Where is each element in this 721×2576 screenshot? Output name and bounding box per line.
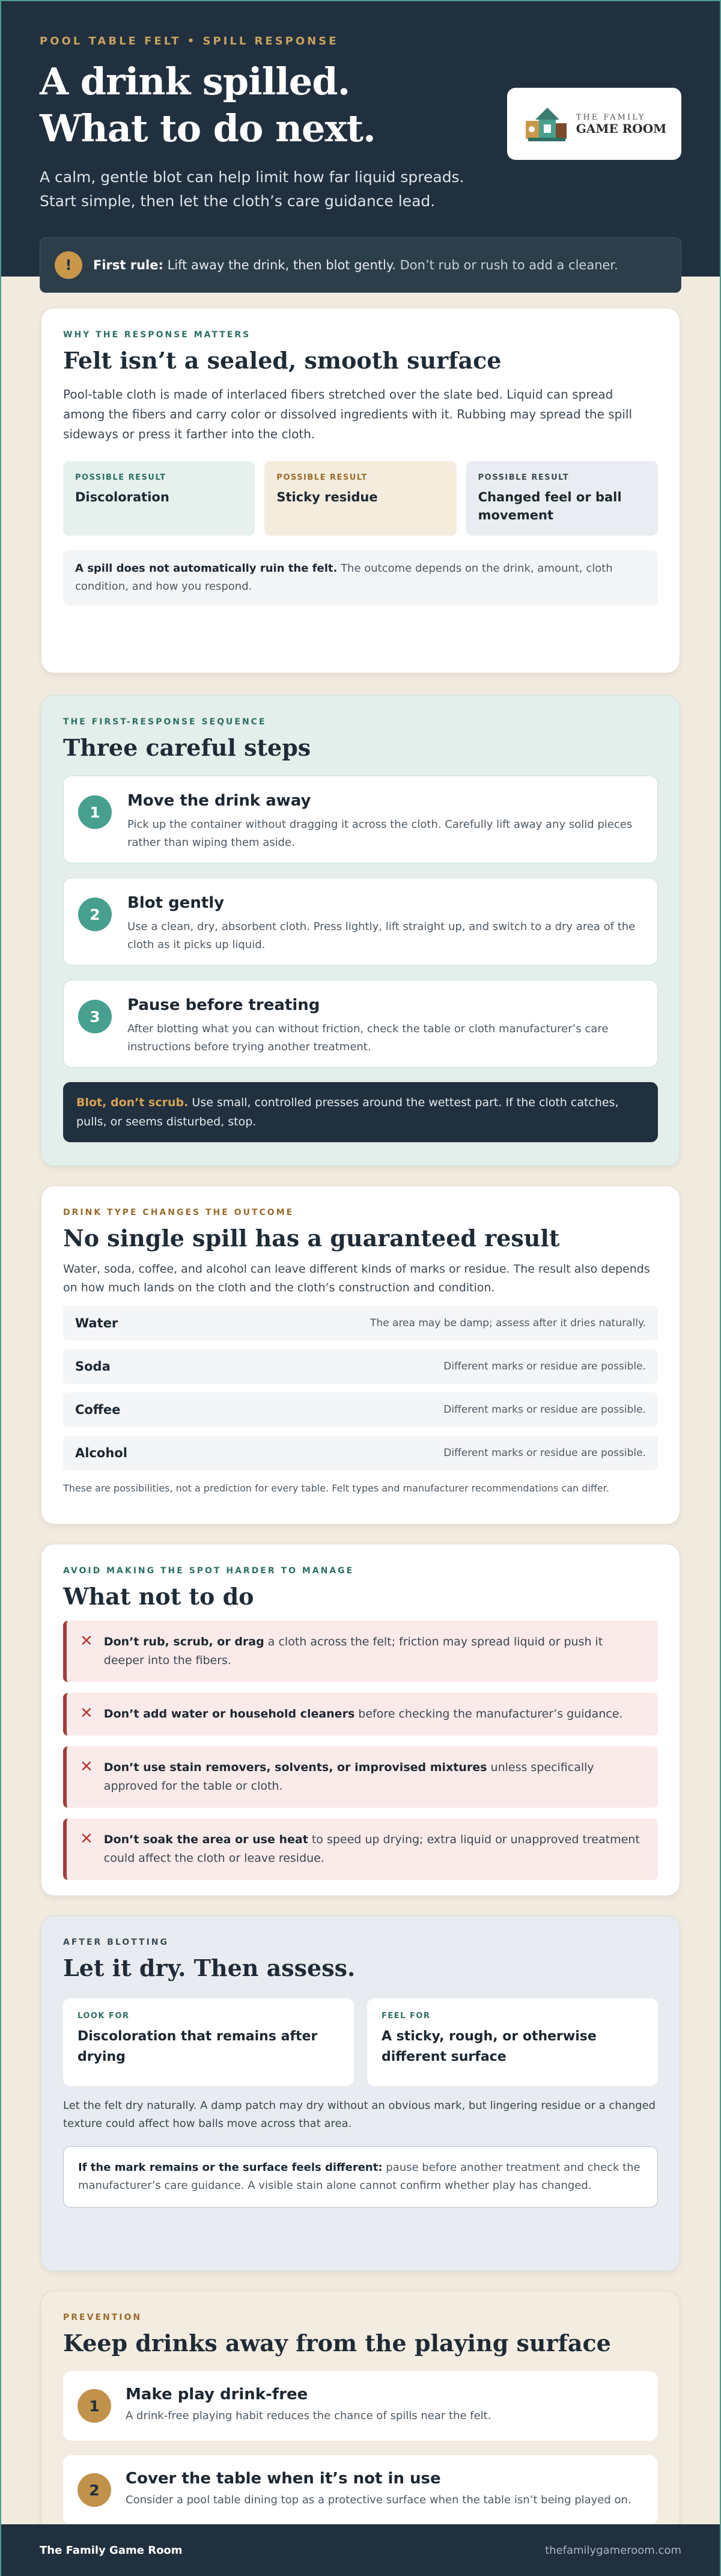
dry-callout-rest: pause before another treatment and check the manufacturer’s care guidance. A visible stain alone cannot confirm whether play has changed. (78, 2161, 640, 2192)
dont-rest: to speed up drying; extra liquid or unapproved treatment could affect the cloth or leave residue. (103, 1833, 640, 1865)
steps-section (41, 695, 680, 1166)
brand-logo[interactable] (507, 88, 681, 160)
result-card (264, 461, 456, 536)
drinks-list (63, 1306, 658, 1470)
result-card (466, 461, 658, 536)
why-note-rest: The outcome depends on the drink, amount, cloth condition, and how you respond. (75, 562, 613, 593)
dont-bold: Don’t use stain removers, solvents, or improvised mixtures (103, 1761, 487, 1774)
first-rule-label: First rule: (93, 258, 163, 272)
prevention-number: 1 (78, 2389, 111, 2423)
footer-brand[interactable]: The Family Game Room (40, 2544, 183, 2557)
first-rule-text (93, 258, 618, 272)
dont-rest: before checking the manufacturer’s guidance. (358, 1707, 623, 1721)
prevention-card (63, 2371, 658, 2441)
dont-text (104, 1758, 645, 1796)
result-label: POSSIBLE RESULT (276, 473, 368, 482)
hero-title-line-1: A drink spilled. (40, 60, 350, 103)
close-icon: ✕ (80, 1632, 93, 1650)
drinks-body: Water, soda, coffee, and alcohol can leave different kinds of marks or residue. The result also depends on how much lands on the cloth and the cloth’s construction and condition. (63, 1262, 650, 1294)
assess-value: A sticky, rough, or otherwise different surface (382, 2029, 597, 2064)
logo-small-text: THE FAMILY (576, 112, 646, 122)
dont-rest: a cloth across the felt; friction may spread liquid or push it deeper into the fibers. (103, 1635, 603, 1667)
drink-desc: Different marks or residue are possible. (443, 1404, 646, 1416)
drinks-title: No single spill has a guaranteed result (63, 1225, 560, 1252)
drinks-eyebrow: DRINK TYPE CHANGES THE OUTCOME (63, 1208, 294, 1217)
why-note-bold: A spill does not automatically ruin the felt. (75, 562, 338, 575)
first-rule-main: Lift away the drink, then blot gently. (167, 258, 396, 272)
blot-warning-bold: Blot, don’t scrub. (76, 1096, 189, 1109)
avoid-section (41, 1544, 680, 1896)
steps-eyebrow: THE FIRST-RESPONSE SEQUENCE (63, 717, 267, 727)
assess-card (367, 1998, 658, 2086)
step-text: After blotting what you can without friction, check the table or cloth manufacturer’s care instructions before trying another treatment. (127, 1023, 609, 1053)
drinks-footnote: These are possibilities, not a prediction for every table. Felt types and manufacturer recommendations can differ. (63, 1482, 609, 1494)
close-icon: ✕ (80, 1704, 93, 1722)
house-logo-icon (522, 103, 571, 145)
hero-header (1, 0, 720, 277)
drink-name: Soda (75, 1359, 111, 1374)
step-card (63, 776, 658, 863)
possible-results (63, 461, 658, 536)
first-rule-banner (40, 237, 681, 293)
step-card (63, 878, 658, 965)
result-value: Sticky residue (276, 490, 378, 504)
steps-title: Three careful steps (63, 734, 311, 761)
prevention-card (63, 2455, 658, 2525)
step-title: Pause before treating (127, 996, 320, 1014)
dont-item (63, 1746, 658, 1808)
blot-warning-rest: Use small, controlled presses around the wettest part. If the cloth catches, pulls, or seems disturbed, stop. (76, 1096, 619, 1128)
dry-title: Let it dry. Then assess. (63, 1954, 356, 1981)
drink-name: Alcohol (75, 1446, 127, 1460)
dry-callout (63, 2146, 658, 2207)
logo-big-text: GAME ROOM (576, 121, 667, 136)
prevention-item-title: Make play drink-free (126, 2385, 308, 2403)
dry-eyebrow: AFTER BLOTTING (63, 1938, 169, 1947)
dry-section (41, 1915, 680, 2271)
dont-bold: Don’t soak the area or use heat (103, 1833, 308, 1846)
avoid-title: What not to do (63, 1583, 254, 1610)
step-number: 3 (78, 1000, 112, 1033)
step-text: Pick up the container without dragging it across the cloth. Carefully lift away any solid pieces rather than wiping them aside. (127, 818, 633, 849)
step-title: Move the drink away (127, 792, 311, 810)
step-text: Use a clean, dry, absorbent cloth. Press lightly, lift straight up, and switch to a dry area of the cloth as it picks up liquid. (127, 920, 636, 951)
result-label: POSSIBLE RESULT (75, 473, 166, 482)
list-item (63, 1349, 658, 1384)
result-label: POSSIBLE RESULT (478, 473, 570, 482)
drink-desc: Different marks or residue are possible. (443, 1447, 646, 1459)
prevention-section (41, 2290, 680, 2539)
dont-item (63, 1819, 658, 1880)
close-icon: ✕ (80, 1830, 93, 1848)
list-item (63, 1306, 658, 1341)
drink-desc: The area may be damp; assess after it dries naturally. (370, 1317, 646, 1329)
assess-cards (63, 1998, 658, 2086)
page-footer (1, 2524, 720, 2576)
hero-kicker: POOL TABLE FELT • SPILL RESPONSE (40, 35, 339, 47)
dont-item (63, 1693, 658, 1736)
assess-card (63, 1998, 354, 2086)
why-note (63, 550, 658, 605)
drinks-section (41, 1186, 680, 1525)
assess-value: Discoloration that remains after drying (78, 2029, 318, 2064)
list-item (63, 1436, 658, 1470)
footer-url-link[interactable]: thefamilygameroom.com (545, 2544, 681, 2557)
logo-wordmark (576, 114, 667, 135)
first-rule-rest: Don’t rub or rush to add a cleaner. (400, 258, 618, 272)
prevention-title: Keep drinks away from the playing surface (63, 2330, 611, 2357)
drink-desc: Different marks or residue are possible. (443, 1360, 646, 1372)
result-value: Changed feel or ball movement (478, 490, 622, 522)
assess-label: FEEL FOR (382, 2012, 431, 2021)
prevention-item-text: A drink-free playing habit reduces the chance of spills near the felt. (126, 2409, 491, 2422)
close-icon: ✕ (80, 1758, 93, 1776)
hero-lead: A calm, gentle blot can help limit how far liquid spreads. Start simple, then let the cloth’s care guidance lead. (40, 168, 464, 210)
why-eyebrow: WHY THE RESPONSE MATTERS (63, 330, 251, 340)
result-value: Discoloration (75, 490, 169, 504)
avoid-eyebrow: AVOID MAKING THE SPOT HARDER TO MANAGE (63, 1566, 354, 1576)
blot-warning (63, 1082, 658, 1142)
why-body: Pool-table cloth is made of interlaced fibers stretched over the slate bed. Liquid can spread among the fibers and carry color or dissolved ingredients with it. Rubbing may spread the spill sideways or press it farther into the cloth. (63, 387, 633, 441)
dry-body: Let the felt dry naturally. A damp patch may dry without an obvious mark, but lingering residue or a changed texture could affect how balls move across that area. (63, 2099, 656, 2130)
dont-text (104, 1633, 645, 1670)
hero-title-line-2: What to do next. (40, 106, 376, 150)
assess-label: LOOK FOR (78, 2012, 130, 2021)
step-card (63, 980, 658, 1068)
prevention-eyebrow: PREVENTION (63, 2313, 142, 2322)
prevention-item-title: Cover the table when it’s not in use (126, 2470, 441, 2488)
prevention-number: 2 (78, 2473, 111, 2507)
list-item (63, 1392, 658, 1427)
step-title: Blot gently (127, 894, 225, 912)
dont-bold: Don’t rub, scrub, or drag (103, 1635, 264, 1648)
step-number: 2 (78, 898, 112, 931)
step-number: 1 (78, 795, 112, 829)
result-card (63, 461, 255, 536)
why-section (41, 308, 680, 673)
dont-text (104, 1705, 623, 1724)
drink-name: Coffee (75, 1403, 121, 1417)
prevention-item-text: Consider a pool table dining top as a protective surface when the table isn’t being played on. (126, 2494, 631, 2506)
dont-item (63, 1621, 658, 1682)
why-title: Felt isn’t a sealed, smooth surface (63, 347, 502, 374)
dry-callout-bold: If the mark remains or the surface feels different: (78, 2161, 383, 2174)
exclamation-icon: ! (55, 251, 82, 279)
dont-text (104, 1831, 645, 1868)
drink-name: Water (75, 1316, 118, 1330)
dont-bold: Don’t add water or household cleaners (103, 1707, 355, 1721)
dont-rest: unless specifically approved for the table or cloth. (103, 1761, 594, 1793)
